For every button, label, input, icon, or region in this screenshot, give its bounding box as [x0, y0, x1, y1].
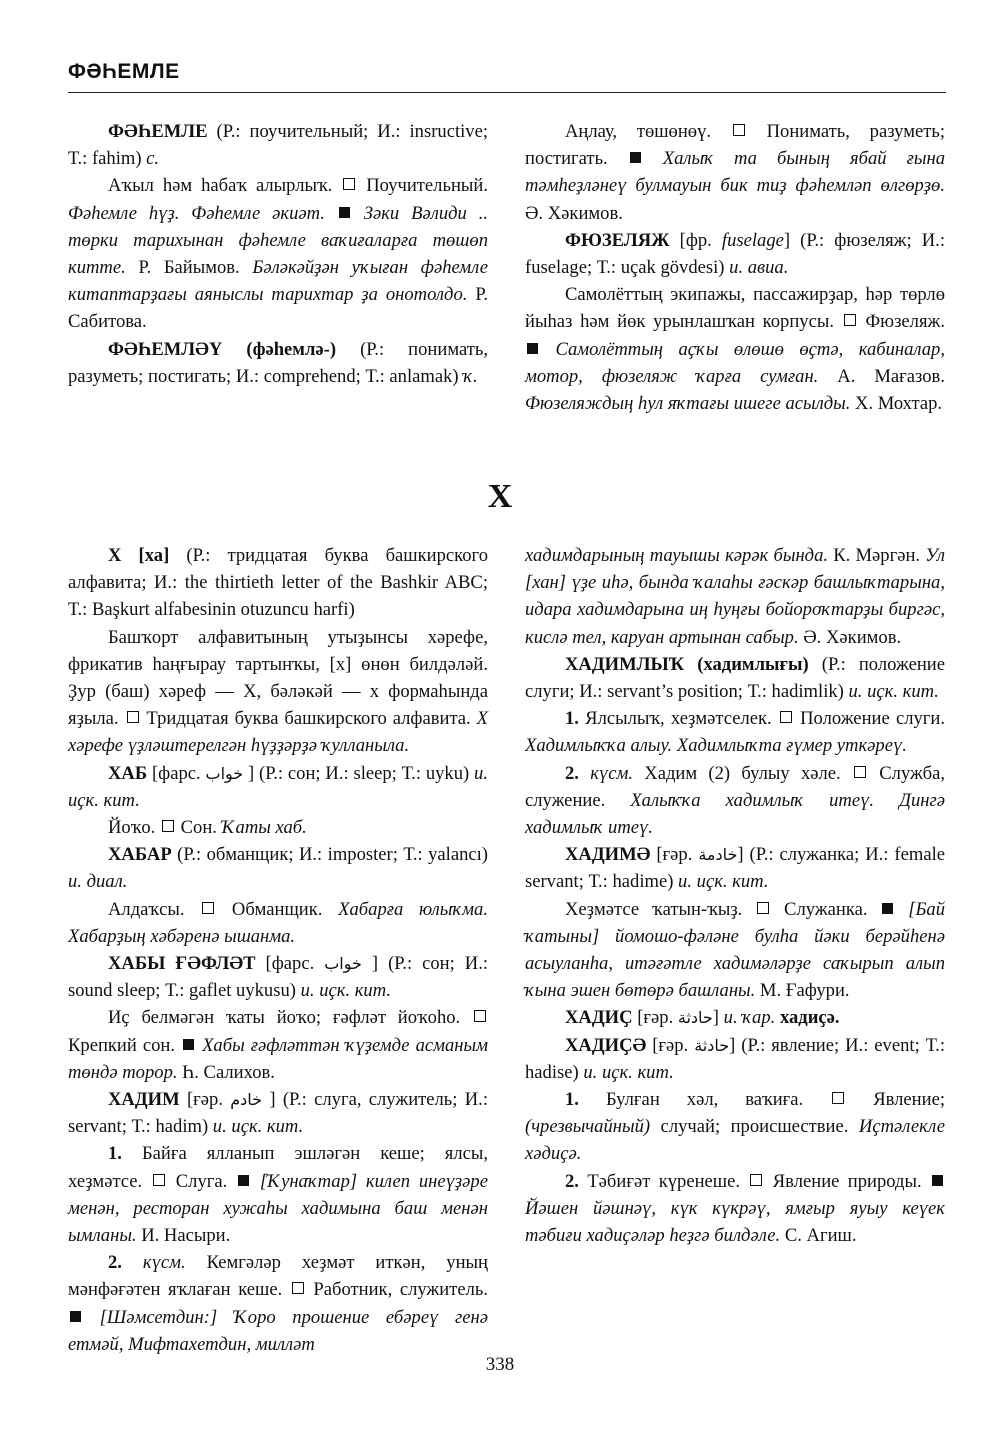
entry-hadime: [525, 841, 945, 895]
quotation: [Шәмсетдин:] Ҡоро прошение ебәреү генә етмәй, Мифтахетдин, милләт: [68, 1306, 488, 1355]
russian-gloss: Сон.: [175, 817, 222, 839]
open-square-icon: [733, 124, 745, 136]
entry-fuzelazh: [525, 227, 945, 281]
example: Х хәрефе үҙләштерелгән һүҙҙәрҙә ҡулланыла.: [68, 708, 488, 757]
part-of-speech: и. авиа.: [729, 257, 789, 279]
quotation: Йәшен йәшнәү, күк күкрәү, ямғыр яуыу кеүек тәбиғи хадиҫәләр һеҙгә билдәле.: [525, 1197, 945, 1247]
part-of-speech: и. иҫк. кит.: [68, 762, 488, 811]
example: Иҫтәлекле хәдиҫә.: [525, 1116, 945, 1165]
filled-square-icon: [882, 903, 893, 914]
filled-square-icon: [527, 343, 538, 354]
grammar-note: (Р.: понимать, разуметь; постигать; И.: comprehend; Т.: anlamak): [68, 338, 488, 387]
page-number: 338: [485, 1354, 515, 1375]
part-of-speech: и. ҡар.: [723, 1007, 776, 1029]
headword: ХАБ: [108, 762, 148, 784]
definition: Ялсылыҡ, хеҙмәтселек.: [578, 708, 778, 730]
part-of-speech: и. иҫк. кит.: [583, 1061, 674, 1083]
definition: Байға ялланып эшләгән кеше; ялсы, хеҙмәтсе.: [68, 1143, 488, 1192]
sense-number: 1.: [565, 1089, 579, 1111]
arabic-etymon: خواب: [205, 763, 244, 783]
arabic-etymon: خادم: [230, 1090, 263, 1110]
grammar-note: [ғәр.: [646, 1034, 695, 1056]
part-of-speech: и. иҫк. кит.: [300, 980, 392, 1002]
open-square-icon: [162, 820, 174, 832]
grammar-note: [фр.: [669, 229, 722, 251]
quote-source: Р. Байымов.: [125, 257, 253, 279]
definition: Кемгәләр хеҙмәт иткән, уның мәнфәғәтен яҡлаған кеше.: [68, 1252, 488, 1301]
open-square-icon: [757, 902, 769, 914]
sense: [68, 172, 488, 335]
quotation: хадимдарының тауышы кәрәк бында.: [525, 545, 829, 566]
quote-source: Ә. Хәкимов.: [798, 626, 902, 648]
russian-gloss: Служба, служение.: [525, 762, 945, 811]
open-square-icon: [127, 711, 139, 723]
headword: ХАДИМӘ: [565, 844, 651, 866]
entry-haby-gaflat: [68, 950, 488, 1004]
column-top-left: [68, 118, 488, 390]
open-square-icon: [343, 178, 355, 190]
sense-1: [525, 1086, 945, 1168]
headword: ХАДИҪ: [565, 1007, 633, 1029]
russian-gloss: Понимать, разуметь; постигать.: [525, 121, 946, 170]
russian-gloss: Тридцатая буква башкирского алфавита.: [140, 708, 477, 730]
column-bottom-left: [68, 542, 488, 1358]
russian-gloss-note: (чрезвычайный): [525, 1116, 651, 1138]
russian-gloss: Поучительный.: [357, 175, 488, 197]
russian-gloss: случай; происшествие.: [650, 1116, 859, 1138]
quotation: Бәләкәйҙән уҡыған фәһемле китаптарҙағы аяныслы тарихтар ҙа онотолдо.: [68, 257, 488, 306]
example: Халыҡҡа хадимлыҡ итеү. Дингә хадимлыҡ итеү.: [525, 789, 945, 839]
definition: Иҫ белмәгән ҡаты йоҡо; ғәфләт йоҡоһо.: [108, 1007, 472, 1029]
grammar-note: [ғәр.: [632, 1007, 678, 1029]
grammar-note: [ғәр.: [650, 844, 699, 866]
quote-source: И. Насыри.: [136, 1225, 231, 1247]
headword: Х [ха]: [108, 545, 170, 566]
part-of-speech: и. иҫк. кит.: [212, 1116, 304, 1138]
sense: [68, 896, 488, 950]
part-of-speech: с.: [146, 148, 160, 170]
sense-number: 2.: [565, 762, 579, 784]
letter-section-heading: Х: [487, 478, 513, 515]
grammar-note: [фарс.: [255, 953, 325, 975]
russian-gloss: Явление природы.: [764, 1170, 930, 1192]
sense-number: 2.: [108, 1252, 122, 1274]
column-top-right: [525, 118, 945, 417]
quote-source: А. Мағазов.: [818, 365, 945, 387]
grammar-note: [ғәр.: [179, 1089, 231, 1111]
part-of-speech: и. иҫк. кит.: [848, 681, 939, 703]
sense-number: 1.: [108, 1143, 122, 1165]
definition: Хадим (2) булыу хәле.: [633, 762, 852, 784]
russian-gloss: Крепкий сон.: [68, 1034, 182, 1056]
russian-gloss: Слуга.: [166, 1170, 237, 1192]
definition: Алдаҡсы.: [108, 898, 201, 920]
grammar-note: ] (Р.: слуга, служитель; И.: servant; Т.: hadim): [68, 1089, 488, 1138]
russian-gloss: Положение слуги.: [793, 708, 945, 730]
definition: Башҡорт алфавитының утыҙынсы хәрефе, фрикатив һаңғырау тартынҡы, [х] өнөн билдәләй. Ҙур (баш) хәреф — Х, бәләкәй — х формаһында яҙыла.: [68, 626, 488, 730]
filled-square-icon: [630, 152, 641, 163]
open-square-icon: [832, 1092, 844, 1104]
part-of-speech: и. диал.: [68, 871, 128, 893]
arabic-etymon: حادثة: [694, 1035, 730, 1055]
filled-square-icon: [339, 207, 350, 218]
example: Хабарға юлыҡма. Хабарҙың хәбәренә ышанма.: [68, 898, 488, 947]
sense: [68, 1004, 488, 1086]
open-square-icon: [854, 766, 866, 778]
open-square-icon: [474, 1010, 486, 1022]
definition: Тәбиғәт күренеше.: [578, 1170, 749, 1192]
quote-source: Һ. Салихов.: [177, 1061, 275, 1083]
quotation: Хабы ғәфләттән ҡүҙемде асманым төндә торop.: [68, 1034, 488, 1083]
open-square-icon: [844, 314, 856, 326]
quote-source: М. Ғафури.: [755, 980, 850, 1002]
definition: Аҡыл һәм һабаҡ алырлыҡ.: [108, 175, 342, 197]
russian-gloss: Обманщик.: [216, 898, 339, 920]
filled-square-icon: [183, 1039, 194, 1050]
grammar-note: (Р.: положение слуги; И.: servant’s position; Т.: hadimlik): [525, 653, 945, 703]
open-square-icon: [292, 1282, 304, 1294]
sense-2: [525, 1168, 945, 1250]
quote-source: К. Мәргән.: [828, 545, 926, 566]
russian-gloss: Работник, служитель.: [305, 1279, 488, 1301]
sense: [68, 624, 488, 760]
sense-1: [68, 1140, 488, 1249]
entry-hadise: [525, 1032, 945, 1086]
open-square-icon: [202, 902, 214, 914]
grammar-note: (Р.: обманщик; И.: imposter; Т.: yalancı): [171, 844, 488, 866]
sense: [525, 896, 945, 1005]
filled-square-icon: [932, 1175, 943, 1186]
grammar-note: ] (Р.: сон; И.: sleep; Т.: uyku): [243, 762, 475, 784]
quote-source: С. Агиш.: [780, 1225, 857, 1247]
quote-source: Р. Сабитова.: [68, 284, 488, 333]
entry-hadimlyk: [525, 651, 945, 705]
russian-gloss: Явление;: [846, 1089, 946, 1111]
part-of-speech: и. иҫк. кит.: [678, 871, 769, 893]
example: Ҡаты хаб.: [221, 817, 307, 839]
quote-source: Х. Мохтар.: [850, 393, 943, 415]
grammar-note: ] (Р.: служанка; И.: female servant; Т.: hadime): [525, 844, 945, 893]
quotation: [Бай ҡатыны] йомошо-фәләне булһа йәки берәйһенә асыуланһа, итәғәтле хадимәләрҙе саҡырып алып ҡына эшен бөтөрә башланы.: [525, 898, 945, 1002]
entry-hadim: [68, 1086, 488, 1140]
running-title: ФӘҺЕМЛЕ: [68, 60, 180, 83]
header-rule: [68, 92, 946, 93]
entry-hadis: [525, 1004, 945, 1031]
definition: Аңлау, төшөнөү.: [565, 121, 731, 142]
quotation: Ул [хан] үҙе иһә, бында ҡалаһы ғәскәр башлыҡтарына, идара хадимдарына иң һуңғы бойороҡтарҙы биргәс, кислә тел, каруан артынан сабыр.: [525, 545, 945, 648]
russian-gloss: Служанка.: [771, 898, 881, 920]
sense: [68, 814, 488, 841]
headword: ХАДИҪӘ: [565, 1034, 647, 1056]
sense: [525, 118, 945, 227]
entry-fahemlau: [68, 336, 488, 390]
grammar-note: (Р.: поучительный; И.: insructive; Т.: fahim): [68, 121, 488, 170]
example: Фәһемле һүҙ. Фәһемле әкиәт.: [68, 202, 325, 224]
grammar-note: ] (Р.: явление; И.: event; Т.: hadise): [525, 1034, 945, 1083]
open-square-icon: [750, 1174, 762, 1186]
grammar-note: ] (Р.: сон; И.: sound sleep; Т.: gaflet uykusu): [68, 953, 489, 1002]
sense-number: 2.: [565, 1170, 579, 1192]
open-square-icon: [153, 1174, 165, 1186]
definition: Самолёттың экипажы, пассажирҙар, һәр төрлө йыһаз һәм йөк урынлашҡан корпусы.: [525, 284, 945, 333]
arabic-etymon: حادثة: [677, 1008, 713, 1028]
headword: ФЮЗЕЛЯЖ: [565, 229, 670, 251]
headword: ФӘҺЕМЛЕ: [108, 121, 208, 142]
open-square-icon: [780, 711, 792, 723]
sense: [525, 281, 945, 417]
grammar-note: (Р.: тридцатая буква башкирского алфавита; И.: the thirtieth letter of the Bashkir ABC; Т.: Başkurt alfabesinin otuzuncu harfi): [68, 545, 488, 621]
entry-x: [68, 542, 488, 624]
sense-continuation: [525, 542, 945, 651]
quotation: Фюзеляждың һул яҡтағы ишеге асылды.: [525, 393, 851, 415]
headword: ХАБЫ ҒӘФЛӘТ: [108, 953, 256, 975]
cross-reference: хадиҫә.: [775, 1007, 840, 1029]
grammar-note: ]: [712, 1007, 724, 1029]
filled-square-icon: [70, 1311, 81, 1322]
quotation: Халыҡ та бының ябай ғына тәмһеҙләнеү булмауын бик тиҙ фәһемләп өлгөрҙө.: [525, 148, 945, 197]
headword: ХАДИМЛЫҠ (хадимлығы): [565, 653, 809, 675]
quote-source: Ә. Хәкимов.: [525, 202, 623, 224]
sense-number: 1.: [565, 708, 579, 730]
grammar-note: ] (Р.: фюзеляж; И.: fuselage; Т.: uçak gövdesi): [525, 229, 945, 279]
headword: ФӘҺЕМЛӘҮ (фәһемлә-): [108, 338, 337, 360]
filled-square-icon: [238, 1175, 249, 1186]
definition: Хеҙмәтсе ҡатын-ҡыҙ.: [565, 898, 756, 920]
grammar-note: [фарс.: [147, 762, 206, 784]
entry-habar: [68, 841, 488, 895]
headword: ХАБАР: [108, 844, 172, 866]
quotation: Самолёттың аҫҡы өлөшө өҫтә, кабиналар, мотор, фюзеляж ҡарға сумған.: [525, 338, 945, 387]
quotation: Зәки Вәлиди .. төрки тарихынан фәһемле ваҡиғаларға төшөп китте.: [68, 202, 489, 279]
arabic-etymon: خادمة: [698, 845, 738, 865]
definition: Йоҡо.: [108, 817, 160, 839]
quotation: [Ҡунаҡтар] килеп инеүҙәре менән, ресторан хужаһы хадимына баш менән ымланы.: [68, 1170, 488, 1247]
usage-mark: күсм.: [578, 762, 633, 784]
russian-gloss: Фюзеляж.: [857, 311, 946, 333]
entry-fahemle: [68, 118, 488, 172]
column-bottom-right: [525, 542, 945, 1249]
sense-2: [68, 1249, 488, 1358]
usage-mark: күсм.: [121, 1252, 186, 1274]
definition: Булған хәл, ваҡиға.: [578, 1089, 831, 1111]
part-of-speech: ҡ.: [463, 365, 478, 387]
etymon: fuselage: [721, 229, 784, 251]
entry-hab: [68, 760, 488, 814]
sense-1: [525, 705, 945, 759]
sense-2: [525, 760, 945, 842]
example: Хадимлыҡҡа алыу. Хадимлыҡта ғүмер уткәреү.: [525, 735, 907, 757]
headword: ХАДИМ: [108, 1089, 180, 1111]
arabic-etymon: خواب: [324, 954, 362, 974]
